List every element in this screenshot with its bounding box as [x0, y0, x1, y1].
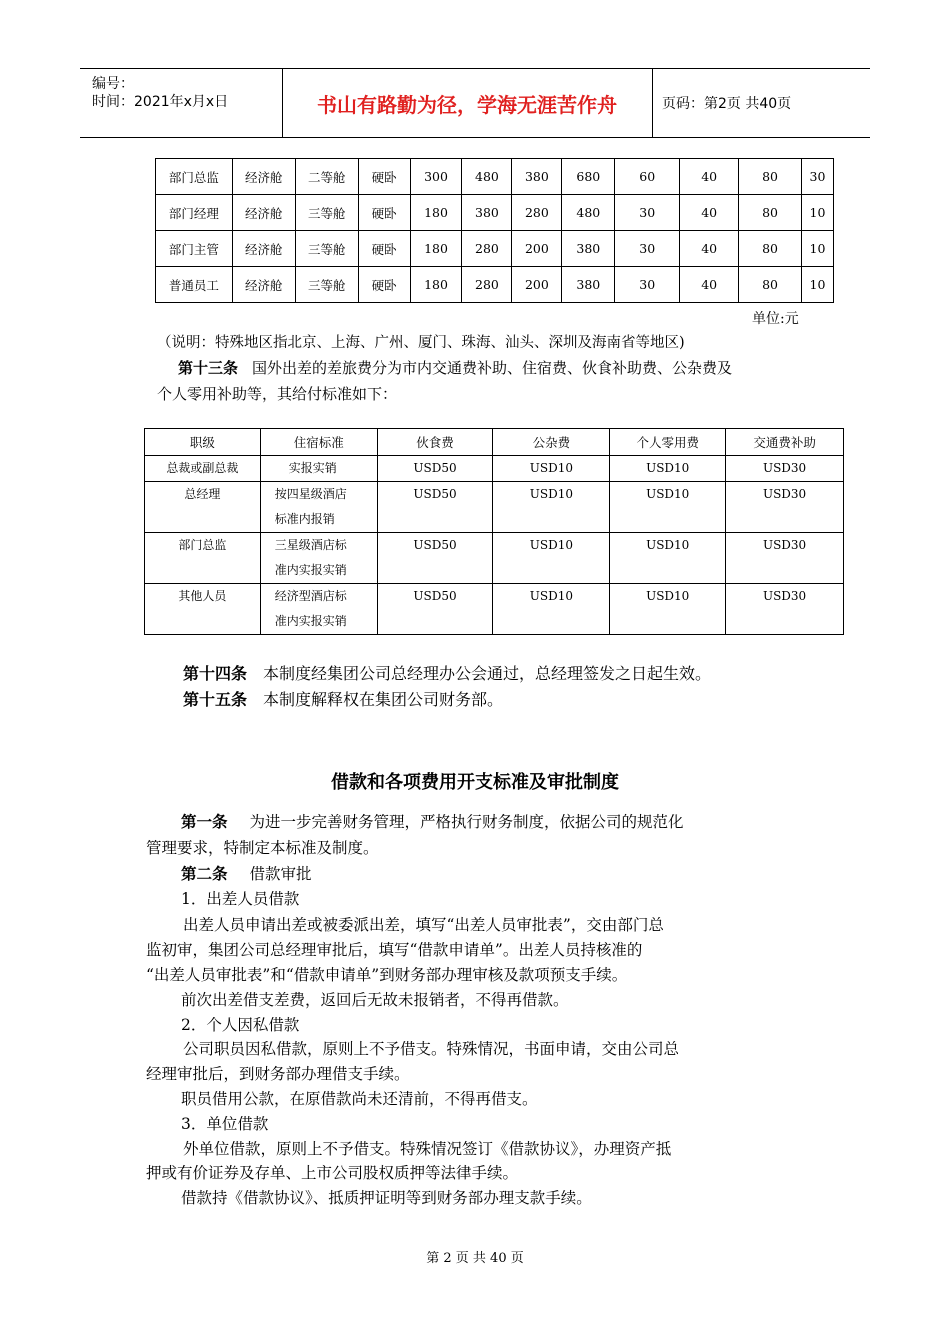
article-13-label: 第十三条 [178, 359, 239, 377]
table-cell: 三等舱 [295, 195, 358, 231]
lodging-line: 三星级酒店标 [274, 538, 347, 552]
table-cell: 部门总监 [145, 533, 261, 584]
article-14-label: 第十四条 [183, 664, 248, 683]
table-row [145, 584, 844, 635]
lodging-line: 准内实报实销 [274, 614, 347, 628]
table-cell: USD10 [493, 482, 610, 533]
table-cell: 经济舱 [232, 195, 295, 231]
lodging-line: 标准内报销 [274, 512, 335, 526]
table-cell: USD50 [377, 584, 493, 635]
header-meta [80, 69, 283, 137]
article-15 [183, 687, 503, 710]
table-cell: 二等舱 [295, 159, 358, 195]
table-cell: 280 [512, 195, 562, 231]
table-cell: 280 [462, 267, 512, 303]
table-cell: 部门经理 [156, 195, 233, 231]
article-14-text: 本制度经集团公司总经理办公会通过，总经理签发之日起生效。 [263, 664, 712, 683]
table-cell: 380 [562, 231, 615, 267]
article-13-line1 [178, 357, 732, 378]
lodging-line: 实报实销 [288, 461, 337, 475]
table-cell: 硬卧 [358, 195, 410, 231]
table-cell: 200 [512, 231, 562, 267]
lodging-line: 经济型酒店标 [274, 589, 347, 603]
item-1-p1-l2: 监初审，集团公司总经理审批后，填写“借款申请单”。出差人员持核准的 [146, 941, 643, 959]
table-cell [260, 456, 377, 482]
table-row [145, 482, 844, 533]
table-cell: 经济舱 [232, 267, 295, 303]
code-label: 编号： [92, 76, 134, 92]
header-page-number: 页码：第2页 共40页 [662, 96, 792, 112]
column-header: 伙食费 [377, 429, 493, 456]
table-cell: 380 [462, 195, 512, 231]
table-cell: 10 [801, 231, 833, 267]
article-13-text1: 国外出差的差旅费分为市内交通费补助、住宿费、伙食补助费、公杂费及 [252, 359, 733, 377]
table-cell: 30 [615, 195, 680, 231]
article-2-line [181, 862, 312, 884]
table-cell: 三等舱 [295, 231, 358, 267]
table-cell: 其他人员 [145, 584, 261, 635]
table-cell: 硬卧 [358, 159, 410, 195]
item-2-title: 2．个人因私借款 [181, 1016, 300, 1034]
table-row [156, 159, 834, 195]
column-header: 个人零用费 [610, 429, 726, 456]
table-cell: 80 [739, 231, 802, 267]
table-cell: 总裁或副总裁 [145, 456, 261, 482]
article-2-text: 借款审批 [249, 865, 312, 883]
item-1-p1-l3: “出差人员审批表”和“借款申请单”到财务部办理审核及款项预支手续。 [146, 966, 628, 984]
page-footer: 第 2 页 共 40 页 [426, 1251, 524, 1266]
foreign-travel-table [144, 428, 844, 635]
table-cell: USD10 [610, 482, 726, 533]
article-1-text1: 为进一步完善财务管理，严格执行财务制度，依据公司的规范化 [249, 813, 684, 831]
table-cell: 30 [615, 231, 680, 267]
article-15-text: 本制度解释权在集团公司财务部。 [263, 690, 504, 709]
article-2-label: 第二条 [181, 865, 228, 883]
table-cell: 10 [801, 195, 833, 231]
table-cell: 200 [512, 267, 562, 303]
table-row [145, 533, 844, 584]
table-cell: 三等舱 [295, 267, 358, 303]
item-1-title: 1．出差人员借款 [181, 890, 300, 908]
article-1-line2: 管理要求，特制定本标准及制度。 [146, 839, 379, 857]
item-1-p1-l1: 出差人员申请出差或被委派出差，填写“出差人员审批表”，交由部门总 [183, 916, 664, 934]
table-cell: 10 [801, 267, 833, 303]
section-title: 借款和各项费用开支标准及审批制度 [331, 772, 619, 793]
table-cell: 硬卧 [358, 231, 410, 267]
table-cell: USD10 [610, 584, 726, 635]
table-cell: USD50 [377, 482, 493, 533]
table-cell: 300 [410, 159, 462, 195]
table-cell: USD30 [726, 456, 844, 482]
table-cell: 80 [739, 159, 802, 195]
table-cell: 硬卧 [358, 267, 410, 303]
item-2-p1-l1: 公司职员因私借款，原则上不予借支。特殊情况，书面申请，交由公司总 [183, 1040, 680, 1058]
table-cell [260, 584, 377, 635]
table-cell: 380 [562, 267, 615, 303]
table-cell: 40 [680, 159, 739, 195]
table-cell: 经济舱 [232, 159, 295, 195]
table-cell: USD10 [610, 533, 726, 584]
table-cell: USD30 [726, 584, 844, 635]
lodging-line: 准内实报实销 [274, 563, 347, 577]
item-3-p1-l1: 外单位借款，原则上不予借支。特殊情况签订《借款协议》，办理资产抵 [183, 1140, 672, 1158]
article-14 [183, 661, 711, 684]
table-row [156, 231, 834, 267]
table-row [156, 267, 834, 303]
page-header [80, 68, 870, 138]
item-1-p2: 前次出差借支差费，返回后无故未报销者，不得再借款。 [181, 991, 569, 1009]
table-cell: USD30 [726, 482, 844, 533]
column-header: 职级 [145, 429, 261, 456]
article-1-line1 [181, 810, 684, 832]
lodging-line: 按四星级酒店 [274, 487, 347, 501]
domestic-travel-table [155, 158, 834, 303]
table-cell: 80 [739, 267, 802, 303]
table-cell: 40 [680, 267, 739, 303]
unit-label: 单位:元 [752, 311, 799, 327]
table-cell: 480 [562, 195, 615, 231]
table-cell: 总经理 [145, 482, 261, 533]
table-cell: USD10 [493, 533, 610, 584]
table-cell: 280 [462, 231, 512, 267]
table-cell: USD10 [493, 584, 610, 635]
table-row [145, 456, 844, 482]
article-13-text2: 个人零用补助等，其给付标准如下： [157, 385, 398, 403]
table-cell: 30 [615, 267, 680, 303]
column-header: 住宿标准 [260, 429, 377, 456]
table-cell: 30 [801, 159, 833, 195]
table-cell [260, 482, 377, 533]
table-cell: 180 [410, 267, 462, 303]
table-cell: USD50 [377, 533, 493, 584]
table-cell: 680 [562, 159, 615, 195]
item-2-p2: 职员借用公款，在原借款尚未还清前，不得再借支。 [181, 1090, 538, 1108]
item-2-p1-l2: 经理审批后，到财务部办理借支手续。 [146, 1065, 410, 1083]
table-cell: USD30 [726, 533, 844, 584]
table-cell: 80 [739, 195, 802, 231]
table-cell: USD10 [493, 456, 610, 482]
header-motto: 书山有路勤为径，学海无涯苦作舟 [282, 69, 653, 137]
table-cell: 40 [680, 231, 739, 267]
item-3-p1-l2: 押或有价证券及存单、上市公司股权质押等法律手续。 [146, 1164, 519, 1182]
table-cell: 180 [410, 231, 462, 267]
item-3-title: 3．单位借款 [181, 1115, 269, 1133]
table-cell: 380 [512, 159, 562, 195]
table-cell: 60 [615, 159, 680, 195]
column-header: 交通费补助 [726, 429, 844, 456]
special-region-note: （说明：特殊地区指北京、上海、广州、厦门、珠海、汕头、深圳及海南省等地区) [157, 335, 685, 351]
date-label: 时间：2021年x月x日 [92, 94, 229, 110]
table-cell: 部门主管 [156, 231, 233, 267]
table-cell: 普通员工 [156, 267, 233, 303]
article-15-label: 第十五条 [183, 690, 248, 709]
table-cell: USD50 [377, 456, 493, 482]
table-cell [260, 533, 377, 584]
column-header: 公杂费 [493, 429, 610, 456]
article-1-label: 第一条 [181, 813, 228, 831]
item-3-p2: 借款持《借款协议》、抵质押证明等到财务部办理支款手续。 [181, 1189, 592, 1207]
table-cell: USD10 [610, 456, 726, 482]
table-cell: 部门总监 [156, 159, 233, 195]
table-cell: 480 [462, 159, 512, 195]
table-cell: 40 [680, 195, 739, 231]
table-cell: 180 [410, 195, 462, 231]
table-row [156, 195, 834, 231]
table-cell: 经济舱 [232, 231, 295, 267]
